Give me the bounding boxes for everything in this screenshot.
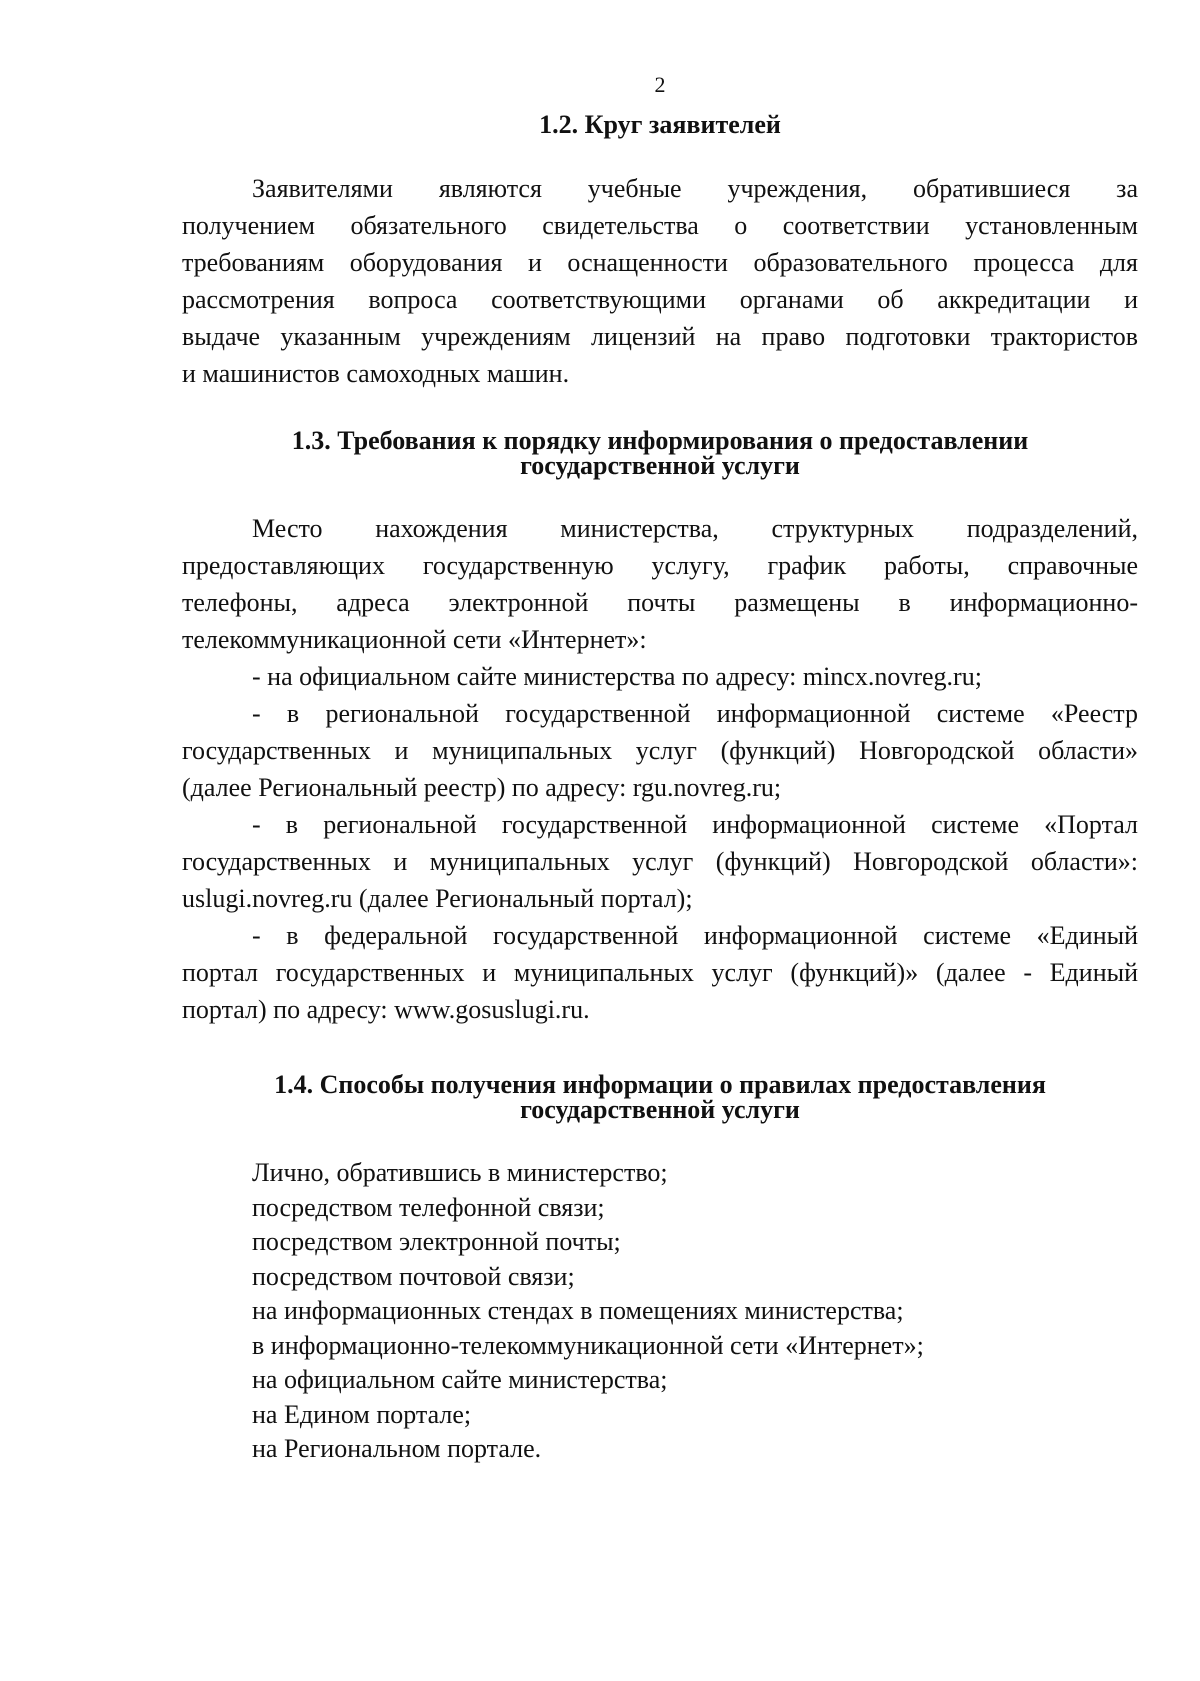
text-line: uslugi.novreg.ru (далее Региональный портал); [182, 884, 693, 913]
text-line: - в региональной государственной информационной системе «Реестр [252, 699, 1138, 728]
list-item: посредством электронной почты; [252, 1227, 621, 1256]
list-item: Лично, обратившись в министерство; [252, 1158, 668, 1187]
text-line: государственных и муниципальных услуг (функций) Новгородской области» [182, 736, 1138, 765]
text-line: государственных и муниципальных услуг (функций) Новгородской области»: [182, 847, 1138, 876]
paragraph-applicants [182, 170, 1138, 392]
text-line: (далее Региональный реестр) по адресу: rgu.novreg.ru; [182, 773, 782, 802]
section-heading-1-2 [182, 112, 1138, 137]
heading-line: 1.4. Способы получения информации о правилах предоставления [274, 1070, 1046, 1099]
list-item: на официальном сайте министерства; [252, 1365, 668, 1394]
info-methods-list [182, 1156, 1138, 1467]
text-line: рассмотрения вопроса соответствующими органами об аккредитации и [182, 285, 1138, 314]
text-line: - на официальном сайте министерства по адресу: mincx.novreg.ru; [252, 662, 982, 691]
list-item: на Едином портале; [252, 1399, 472, 1429]
text-line: выдаче указанным учреждениям лицензий на право подготовки трактористов [182, 322, 1138, 351]
text-line: предоставляющих государственную услугу, график работы, справочные [182, 551, 1138, 580]
heading-line: государственной услуги [520, 1095, 800, 1124]
heading-line: государственной услуги [520, 451, 800, 480]
text-line: телекоммуникационной сети «Интернет»: [182, 625, 647, 654]
text-line: - в федеральной государственной информационной системе «Единый [252, 921, 1138, 950]
text-line: Место нахождения министерства, структурных подразделений, [252, 514, 1138, 543]
text-line: требованиям оборудования и оснащенности образовательного процесса для [182, 248, 1138, 277]
paragraph-unified-portal [182, 917, 1138, 1028]
paragraph-location [182, 510, 1138, 658]
page-number: 2 [654, 72, 666, 97]
list-item: на Региональном портале. [252, 1434, 542, 1463]
paragraph-regional-portal [182, 806, 1138, 917]
list-item: посредством почтовой связи; [252, 1261, 575, 1291]
text-line: и машинистов самоходных машин. [182, 359, 570, 388]
heading-line: 1.2. Круг заявителей [539, 110, 781, 139]
paragraph-official-site [182, 658, 1138, 695]
text-line: телефоны, адреса электронной почты размещены в информационно- [182, 588, 1138, 617]
text-line: портал государственных и муниципальных услуг (функций)» (далее - Единый [182, 958, 1138, 987]
list-item: на информационных стендах в помещениях министерства; [252, 1296, 904, 1325]
paragraph-regional-registry [182, 695, 1138, 806]
heading-line: 1.3. Требования к порядку информирования о предоставлении [291, 426, 1029, 455]
text-line: получением обязательного свидетельства о соответствии установленным [182, 211, 1138, 240]
section-heading-1-3 [182, 428, 1138, 478]
document-body [182, 112, 1138, 1467]
list-item: в информационно-телекоммуникационной сети «Интернет»; [252, 1330, 924, 1360]
text-line: - в региональной государственной информационной системе «Портал [252, 810, 1138, 839]
text-line: Заявителями являются учебные учреждения, обратившиеся за [252, 174, 1138, 203]
section-heading-1-4 [182, 1072, 1138, 1122]
list-item: посредством телефонной связи; [252, 1192, 605, 1222]
text-line: портал) по адресу: www.gosuslugi.ru. [182, 995, 590, 1024]
